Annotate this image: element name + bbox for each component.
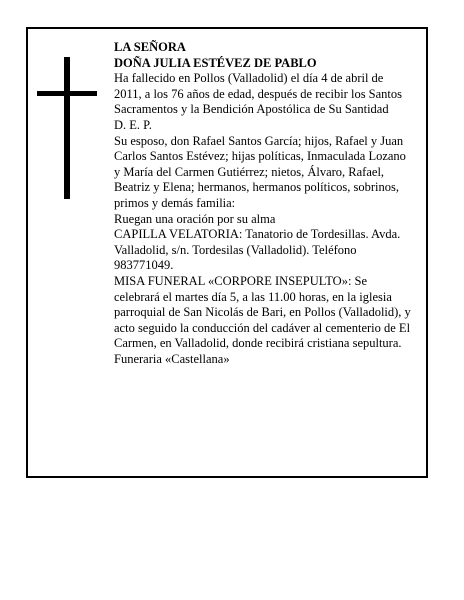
family-list: Su esposo, don Rafael Santos García; hijos, Rafael y Juan Carlos Santos Estévez; hijas políticas, Inmaculada Lozano y María del Carmen Gutiérrez; nietos, Álvaro, Rafael, Beatriz y Elena; hermanos, hermanos políticos, sobrinos, primos y demás familia: — [114, 133, 406, 210]
cross-vertical-bar — [64, 57, 70, 199]
cross-horizontal-bar — [37, 91, 97, 96]
death-announcement: Ha fallecido en Pollos (Valladolid) el día 4 de abril de 2011, a los 76 años de edad, después de recibir los Santos Sacramentos y la Bendición Apostólica de Su Santidad — [114, 71, 403, 117]
prayer-request: Ruegan una oración por su alma — [114, 211, 276, 226]
deceased-name: DOÑA JULIA ESTÉVEZ DE PABLO — [114, 55, 317, 70]
notice-text — [114, 40, 414, 367]
funeral-chapel-info: CAPILLA VELATORIA: Tanatorio de Tordesillas. Avda. Valladolid, s/n. Tordesilas (Valladolid). Teléfono 983771049. — [114, 227, 401, 273]
rip-line: D. E. P. — [114, 117, 152, 132]
funeral-home: Funeraria «Castellana» — [114, 351, 230, 366]
notice-title-line1: LA SEÑORA — [114, 40, 186, 54]
obituary-notice — [26, 27, 428, 478]
funeral-mass-info: MISA FUNERAL «CORPORE INSEPULTO»: Se celebrará el martes día 5, a las 11.00 horas, en la iglesia parroquial de San Nicolás de Bari, en Pollos (Valladolid), y acto seguido la conducción del cadáver al cementerio de El Carmen, en Valladolid, donde recibirá cristiana sepultura. — [114, 273, 411, 351]
cross-icon — [37, 57, 97, 199]
